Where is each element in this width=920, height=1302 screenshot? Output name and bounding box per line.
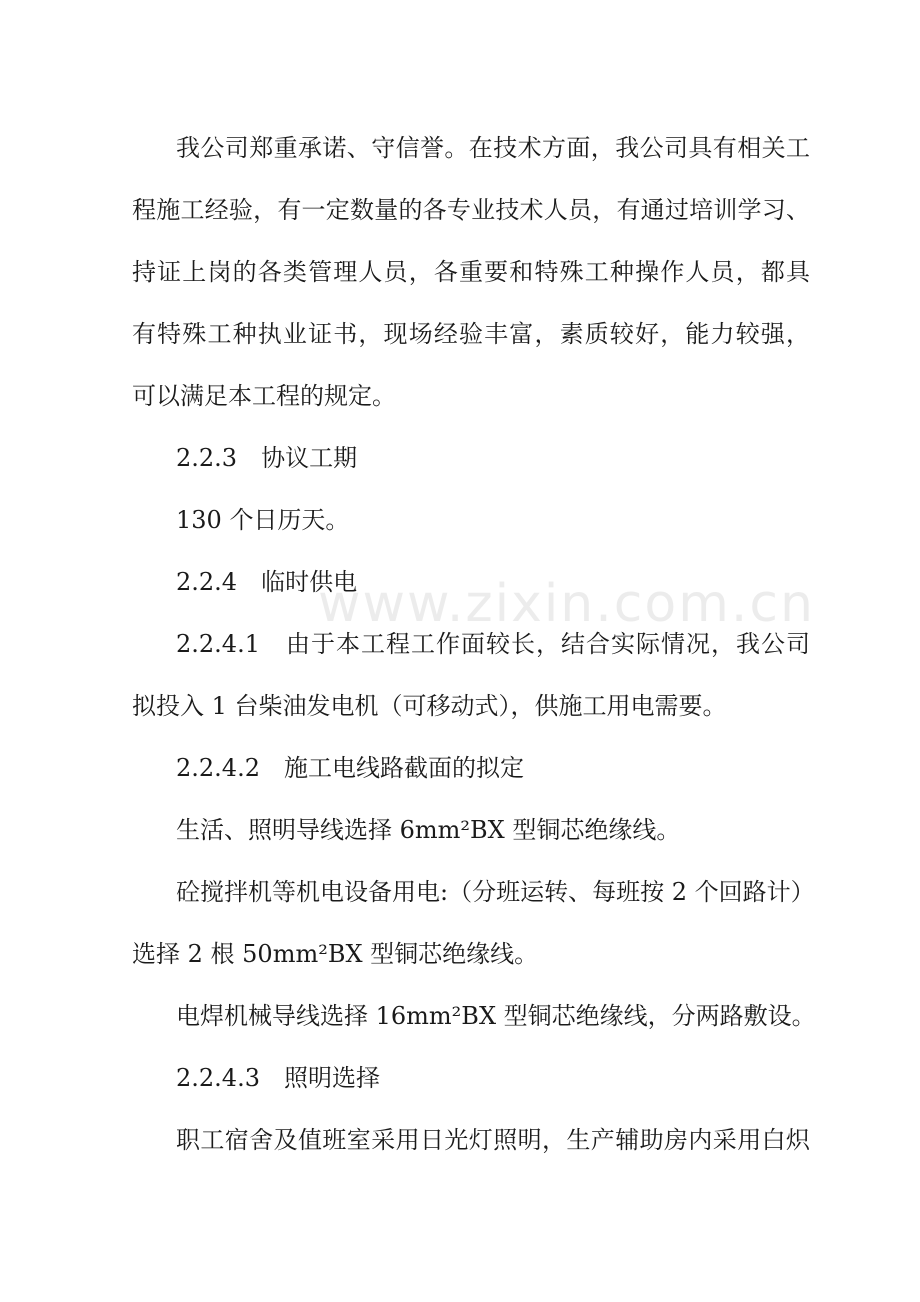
- paragraph-line: 持证上岗的各类管理人员，各重要和特殊工种操作人员，都具: [132, 258, 810, 286]
- paragraph-line: 程施工经验，有一定数量的各专业技术人员，有通过培训学习、: [132, 196, 810, 224]
- paragraph-line: 生活、照明导线选择 6mm²BX 型铜芯绝缘线。: [176, 816, 681, 844]
- paragraph-line: 我公司郑重承诺、守信誉。在技术方面，我公司具有相关工: [176, 134, 810, 162]
- paragraph-line: 职工宿舍及值班室采用日光灯照明，生产辅助房内采用白炽: [176, 1126, 810, 1154]
- section-heading: 2.2.4.3 照明选择: [176, 1064, 380, 1092]
- section-heading: 2.2.3 协议工期: [176, 444, 358, 472]
- paragraph-line: 选择 2 根 50mm²BX 型铜芯绝缘线。: [132, 940, 539, 968]
- paragraph-line: 电焊机械导线选择 16mm²BX 型铜芯绝缘线，分两路敷设。: [176, 1002, 816, 1030]
- section-heading: 2.2.4.2 施工电线路截面的拟定: [176, 754, 524, 782]
- paragraph-line: 砼搅拌机等机电设备用电:（分班运转、每班按 2 个回路计）: [176, 878, 815, 906]
- paragraph-line: 可以满足本工程的规定。: [132, 382, 396, 410]
- paragraph-line: 有特殊工种执业证书，现场经验丰富，素质较好，能力较强，: [132, 320, 810, 348]
- paragraph-line: 130 个日历天。: [176, 506, 350, 534]
- paragraph-line: 拟投入 1 台柴油发电机（可移动式），供施工用电需要。: [132, 692, 727, 720]
- watermark: www.zixin.com.cn: [318, 574, 815, 634]
- paragraph-line: 2.2.4.1 由于本工程工作面较长，结合实际情况，我公司: [176, 630, 810, 658]
- section-heading: 2.2.4 临时供电: [176, 568, 358, 596]
